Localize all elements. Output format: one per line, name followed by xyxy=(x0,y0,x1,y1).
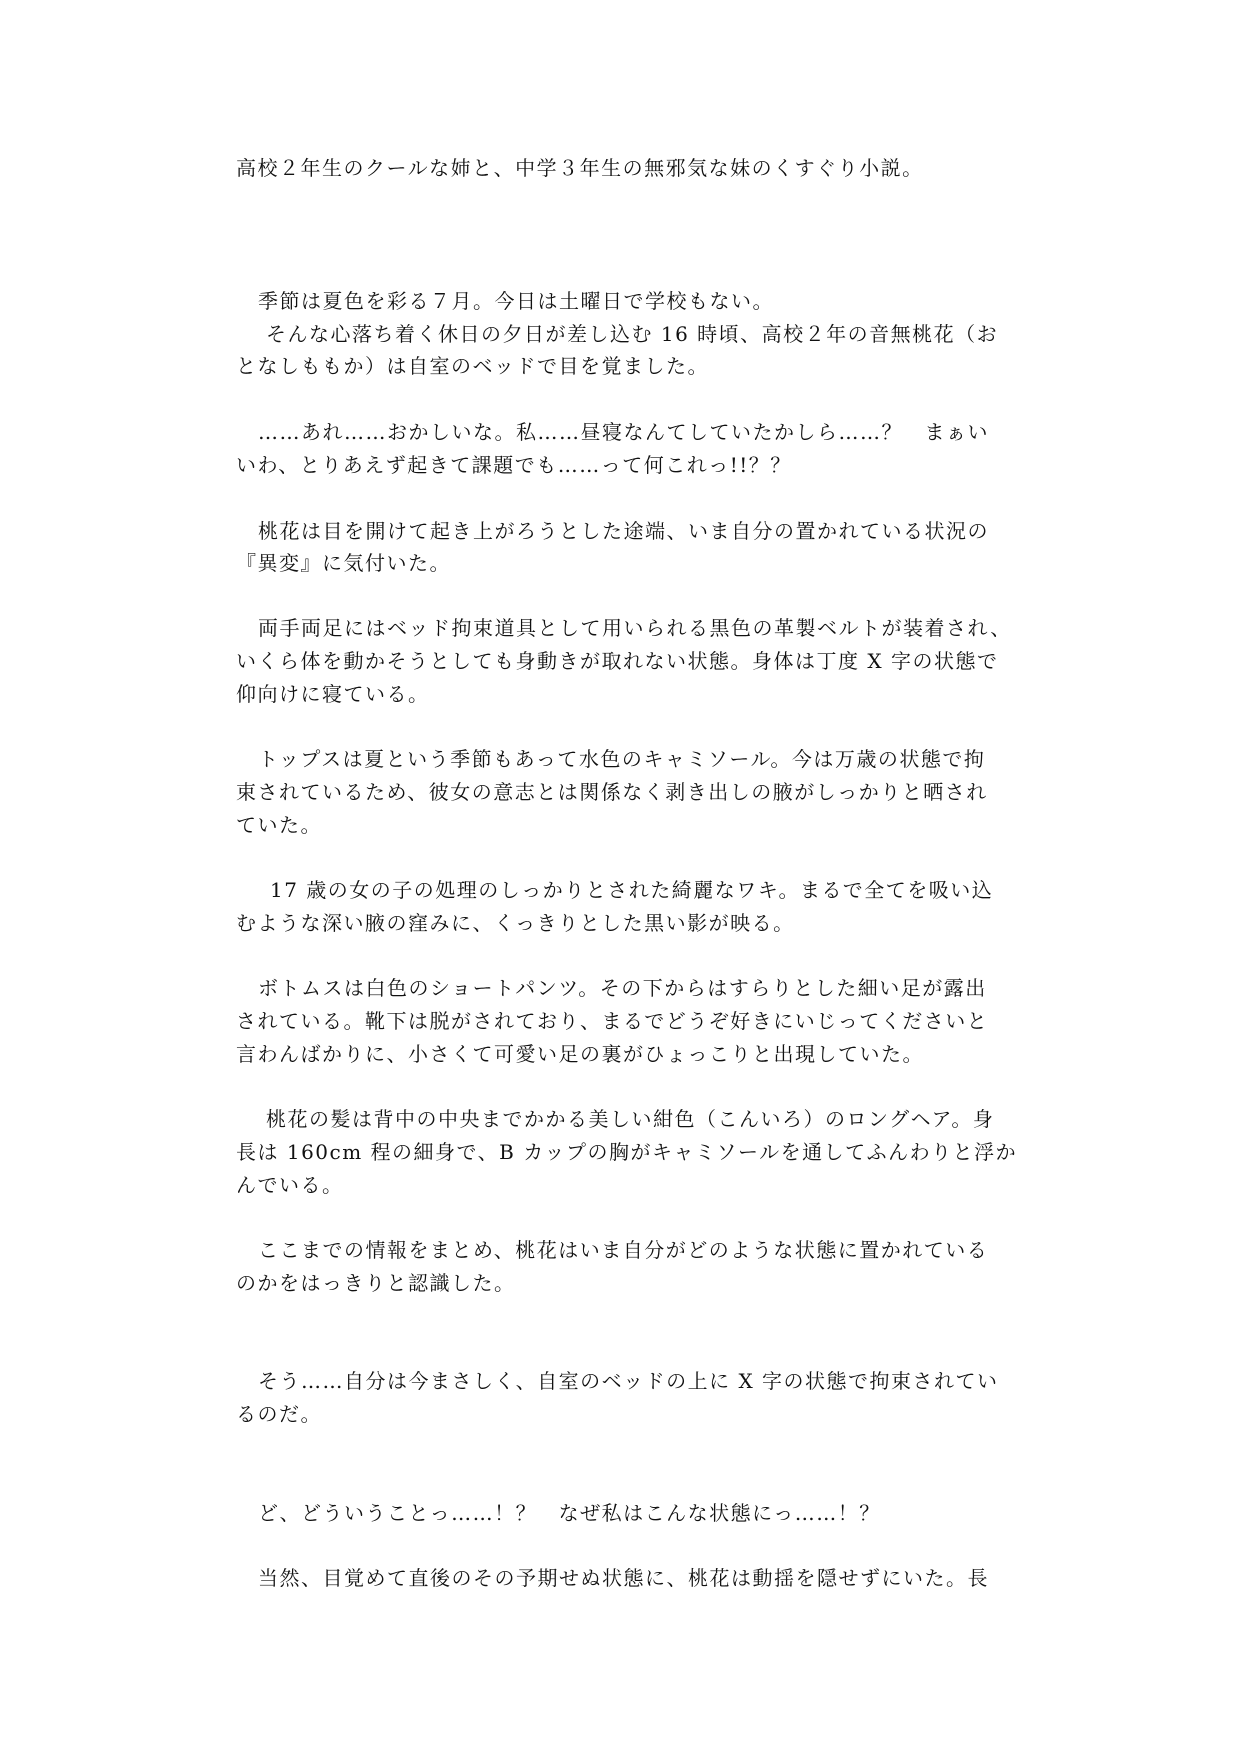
paragraph-line: 仰向けに寝ている。 xyxy=(236,682,430,706)
paragraph-line: ていた。 xyxy=(236,813,322,837)
paragraph-line: そんな心落ち着く休日の夕日が差し込む 16 時頃、高校２年の音無桃花（お xyxy=(266,322,999,346)
paragraph-line: ど、どういうことっ……！？ なぜ私はこんな状態にっ……！？ xyxy=(258,1501,881,1525)
paragraph-line: 言わんばかりに、小さくて可愛い足の裏がひょっこりと出現していた。 xyxy=(236,1042,924,1066)
paragraph-line: そう……自分は今まさしく、自室のベッドの上に X 字の状態で拘束されてい xyxy=(258,1369,999,1393)
paragraph-line: 『異変』に気付いた。 xyxy=(236,551,451,575)
paragraph-line: のかをはっきりと認識した。 xyxy=(236,1271,516,1295)
paragraph-line: ……あれ……おかしいな。私……昼寝なんてしていたかしら……？ まぁい xyxy=(258,420,989,444)
paragraph-line: 束されているため、彼女の意志とは関係なく剥き出しの腋がしっかりと晒され xyxy=(236,780,988,804)
paragraph-line: 17 歳の女の子の処理のしっかりとされた綺麗なワキ。まるで全てを吸い込 xyxy=(270,878,994,902)
paragraph-line: 両手両足にはベッド拘束道具として用いられる黒色の革製ベルトが装着され、 xyxy=(258,616,1012,640)
paragraph-line: ボトムスは白色のショートパンツ。その下からはすらりとした細い足が露出 xyxy=(258,976,987,1000)
paragraph-line: 当然、目覚めて直後のその予期せぬ状態に、桃花は動揺を隠せずにいた。長 xyxy=(258,1566,989,1590)
paragraph-line: トップスは夏という季節もあって水色のキャミソール。今は万歳の状態で拘 xyxy=(258,747,986,771)
paragraph-line: んでいる。 xyxy=(236,1173,344,1197)
paragraph-line: るのだ。 xyxy=(236,1402,322,1426)
paragraph-line: いわ、とりあえず起きて課題でも……って何これっ!!？？ xyxy=(236,453,792,477)
paragraph-line: 長は 160cm 程の細身で、B カップの胸がキャミソールを通してふんわりと浮か xyxy=(236,1140,1018,1164)
paragraph-line: 季節は夏色を彩る７月。今日は土曜日で学校もない。 xyxy=(258,289,774,313)
paragraph-line: いくら体を動かそうとしても身動きが取れない状態。身体は丁度 X 字の状態で xyxy=(236,649,999,673)
paragraph-line: となしももか）は自室のベッドで目を覚ました。 xyxy=(236,354,709,378)
summary-line: 高校２年生のクールな姉と、中学３年生の無邪気な妹のくすぐり小説。 xyxy=(236,156,924,180)
paragraph-line: むような深い腋の窪みに、くっきりとした黒い影が映る。 xyxy=(236,911,795,935)
paragraph-line: ここまでの情報をまとめ、桃花はいま自分がどのような状態に置かれている xyxy=(258,1238,989,1262)
paragraph-line: されている。靴下は脱がされており、まるでどうぞ好きにいじってくださいと xyxy=(236,1009,989,1033)
paragraph-line: 桃花は目を開けて起き上がろうとした途端、いま自分の置かれている状況の xyxy=(258,519,989,543)
paragraph-line: 桃花の髪は背中の中央までかかる美しい紺色（こんいろ）のロングヘア。身 xyxy=(266,1107,995,1131)
